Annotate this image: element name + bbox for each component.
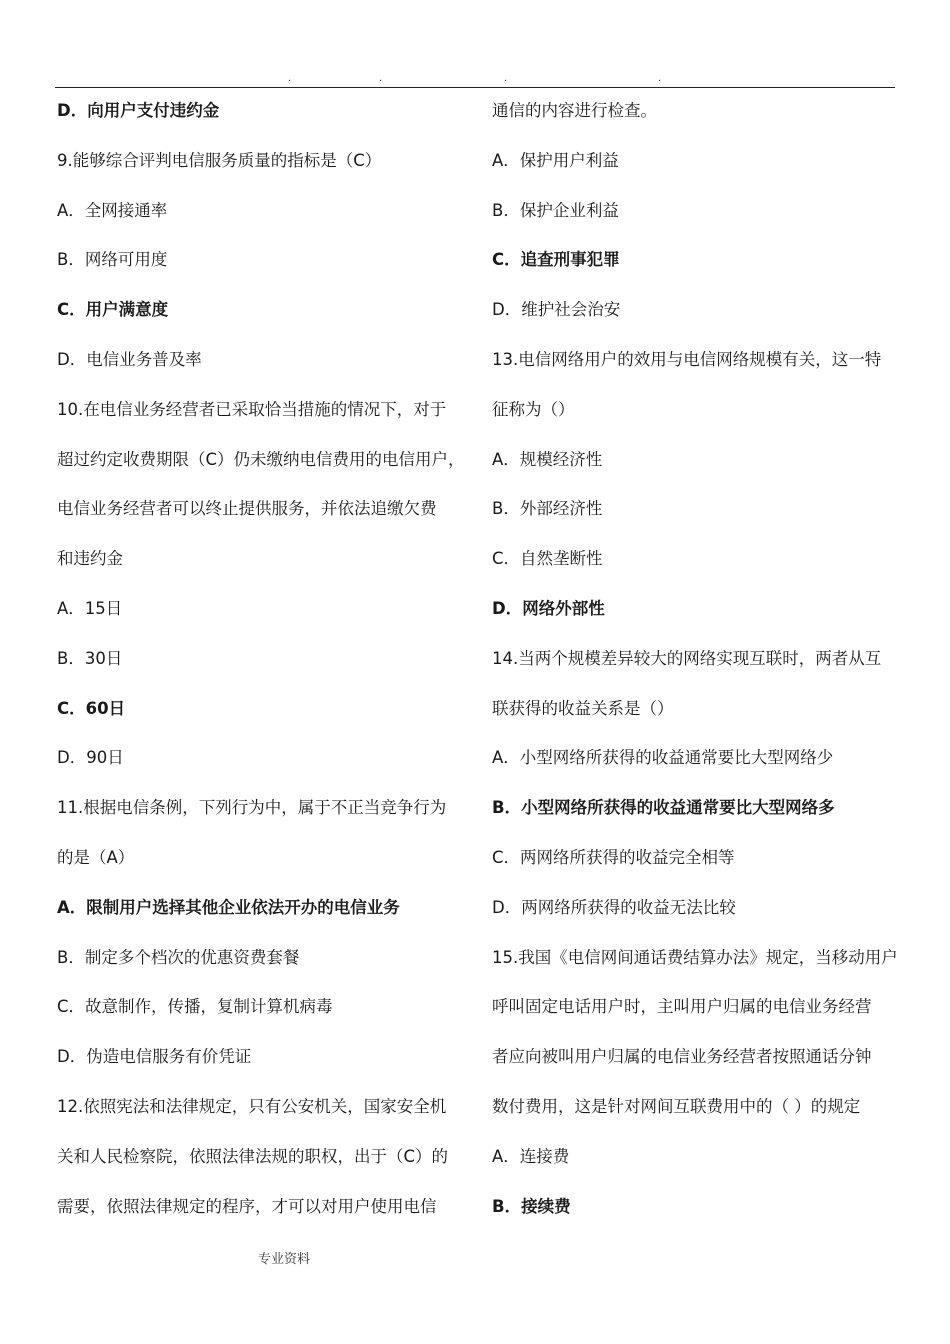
text-line: C．追查刑事犯罪 <box>492 250 620 270</box>
text-line: B．小型网络所获得的收益通常要比大型网络多 <box>492 798 835 818</box>
text-line: 超过约定收费期限（C）仍未缴纳电信费用的电信用户， <box>57 449 465 469</box>
text-line: C．故意制作，传播，复制计算机病毒 <box>57 997 333 1017</box>
text-line: D．维护社会治安 <box>492 300 621 320</box>
text-line: D．向用户支付违约金 <box>57 101 220 120</box>
text-line: A．15日 <box>57 598 123 618</box>
footer-label: 专业资料 <box>258 1252 311 1267</box>
text-line: 的是（A） <box>57 847 135 867</box>
text-line: 9.能够综合评判电信服务质量的指标是（C） <box>57 150 382 170</box>
text-line: B．30日 <box>57 648 123 668</box>
text-line: A．限制用户选择其他企业依法开办的电信业务 <box>57 897 400 917</box>
text-line: A．保护用户利益 <box>492 150 619 170</box>
text-line: 电信业务经营者可以终止提供服务，并依法追缴欠费 <box>57 499 437 519</box>
text-line: 12.依照宪法和法律规定，只有公安机关，国家安全机 <box>57 1096 447 1116</box>
text-line: D．90日 <box>57 748 124 768</box>
text-line: 15.我国《电信网间通话费结算办法》规定，当移动用户 <box>492 947 898 967</box>
text-line: 14.当两个规模差异较大的网络实现互联时，两者从互 <box>492 648 882 668</box>
text-line: 13.电信网络用户的效用与电信网络规模有关，这一特 <box>492 349 882 369</box>
text-line: 呼叫固定电话用户时，主叫用户归属的电信业务经营 <box>492 997 872 1017</box>
header-dot: . <box>379 73 383 84</box>
header-dot: . <box>504 73 508 84</box>
text-line: 者应向被叫用户归属的电信业务经营者按照通话分钟 <box>492 1047 872 1067</box>
text-line: B．制定多个档次的优惠资费套餐 <box>57 947 300 967</box>
text-line: 关和人民检察院，依照法律法规的职权，出于（C）的 <box>57 1146 449 1166</box>
right-column <box>492 86 902 1231</box>
text-line: B．保护企业利益 <box>492 200 619 220</box>
header-dot: . <box>658 73 662 84</box>
text-line: 和违约金 <box>57 549 123 569</box>
text-line: C．60日 <box>57 698 126 718</box>
text-line: A．规模经济性 <box>492 449 603 469</box>
text-line: A．小型网络所获得的收益通常要比大型网络少 <box>492 748 834 768</box>
text-line: A．连接费 <box>492 1146 570 1166</box>
header-dots <box>0 74 950 86</box>
text-line: D．伪造电信服务有价凭证 <box>57 1047 252 1067</box>
text-line: 数付费用，这是针对网间互联费用中的（ ）的规定 <box>492 1096 861 1116</box>
text-line: D．两网络所获得的收益无法比较 <box>492 897 736 917</box>
text-line: C．自然垄断性 <box>492 549 603 569</box>
text-line: 需要，依照法律规定的程序，才可以对用户使用电信 <box>57 1196 437 1216</box>
text-line: 10.在电信业务经营者已采取恰当措施的情况下，对于 <box>57 399 447 419</box>
header-dot: . <box>288 73 292 84</box>
text-line: 征称为（） <box>492 399 575 419</box>
left-column <box>57 86 477 1231</box>
text-line: 通信的内容进行检查。 <box>492 101 657 120</box>
text-line: 11.根据电信条例，下列行为中，属于不正当竞争行为 <box>57 798 447 818</box>
text-line: 联获得的收益关系是（） <box>492 698 674 718</box>
text-line: A．全网接通率 <box>57 200 168 220</box>
text-line: B．接续费 <box>492 1196 571 1216</box>
text-line: D．电信业务普及率 <box>57 349 202 369</box>
text-line: B．外部经济性 <box>492 499 603 519</box>
text-line: B．网络可用度 <box>57 250 168 270</box>
text-line: C．两网络所获得的收益完全相等 <box>492 847 735 867</box>
text-line: C．用户满意度 <box>57 300 169 320</box>
text-line: D．网络外部性 <box>492 598 605 618</box>
